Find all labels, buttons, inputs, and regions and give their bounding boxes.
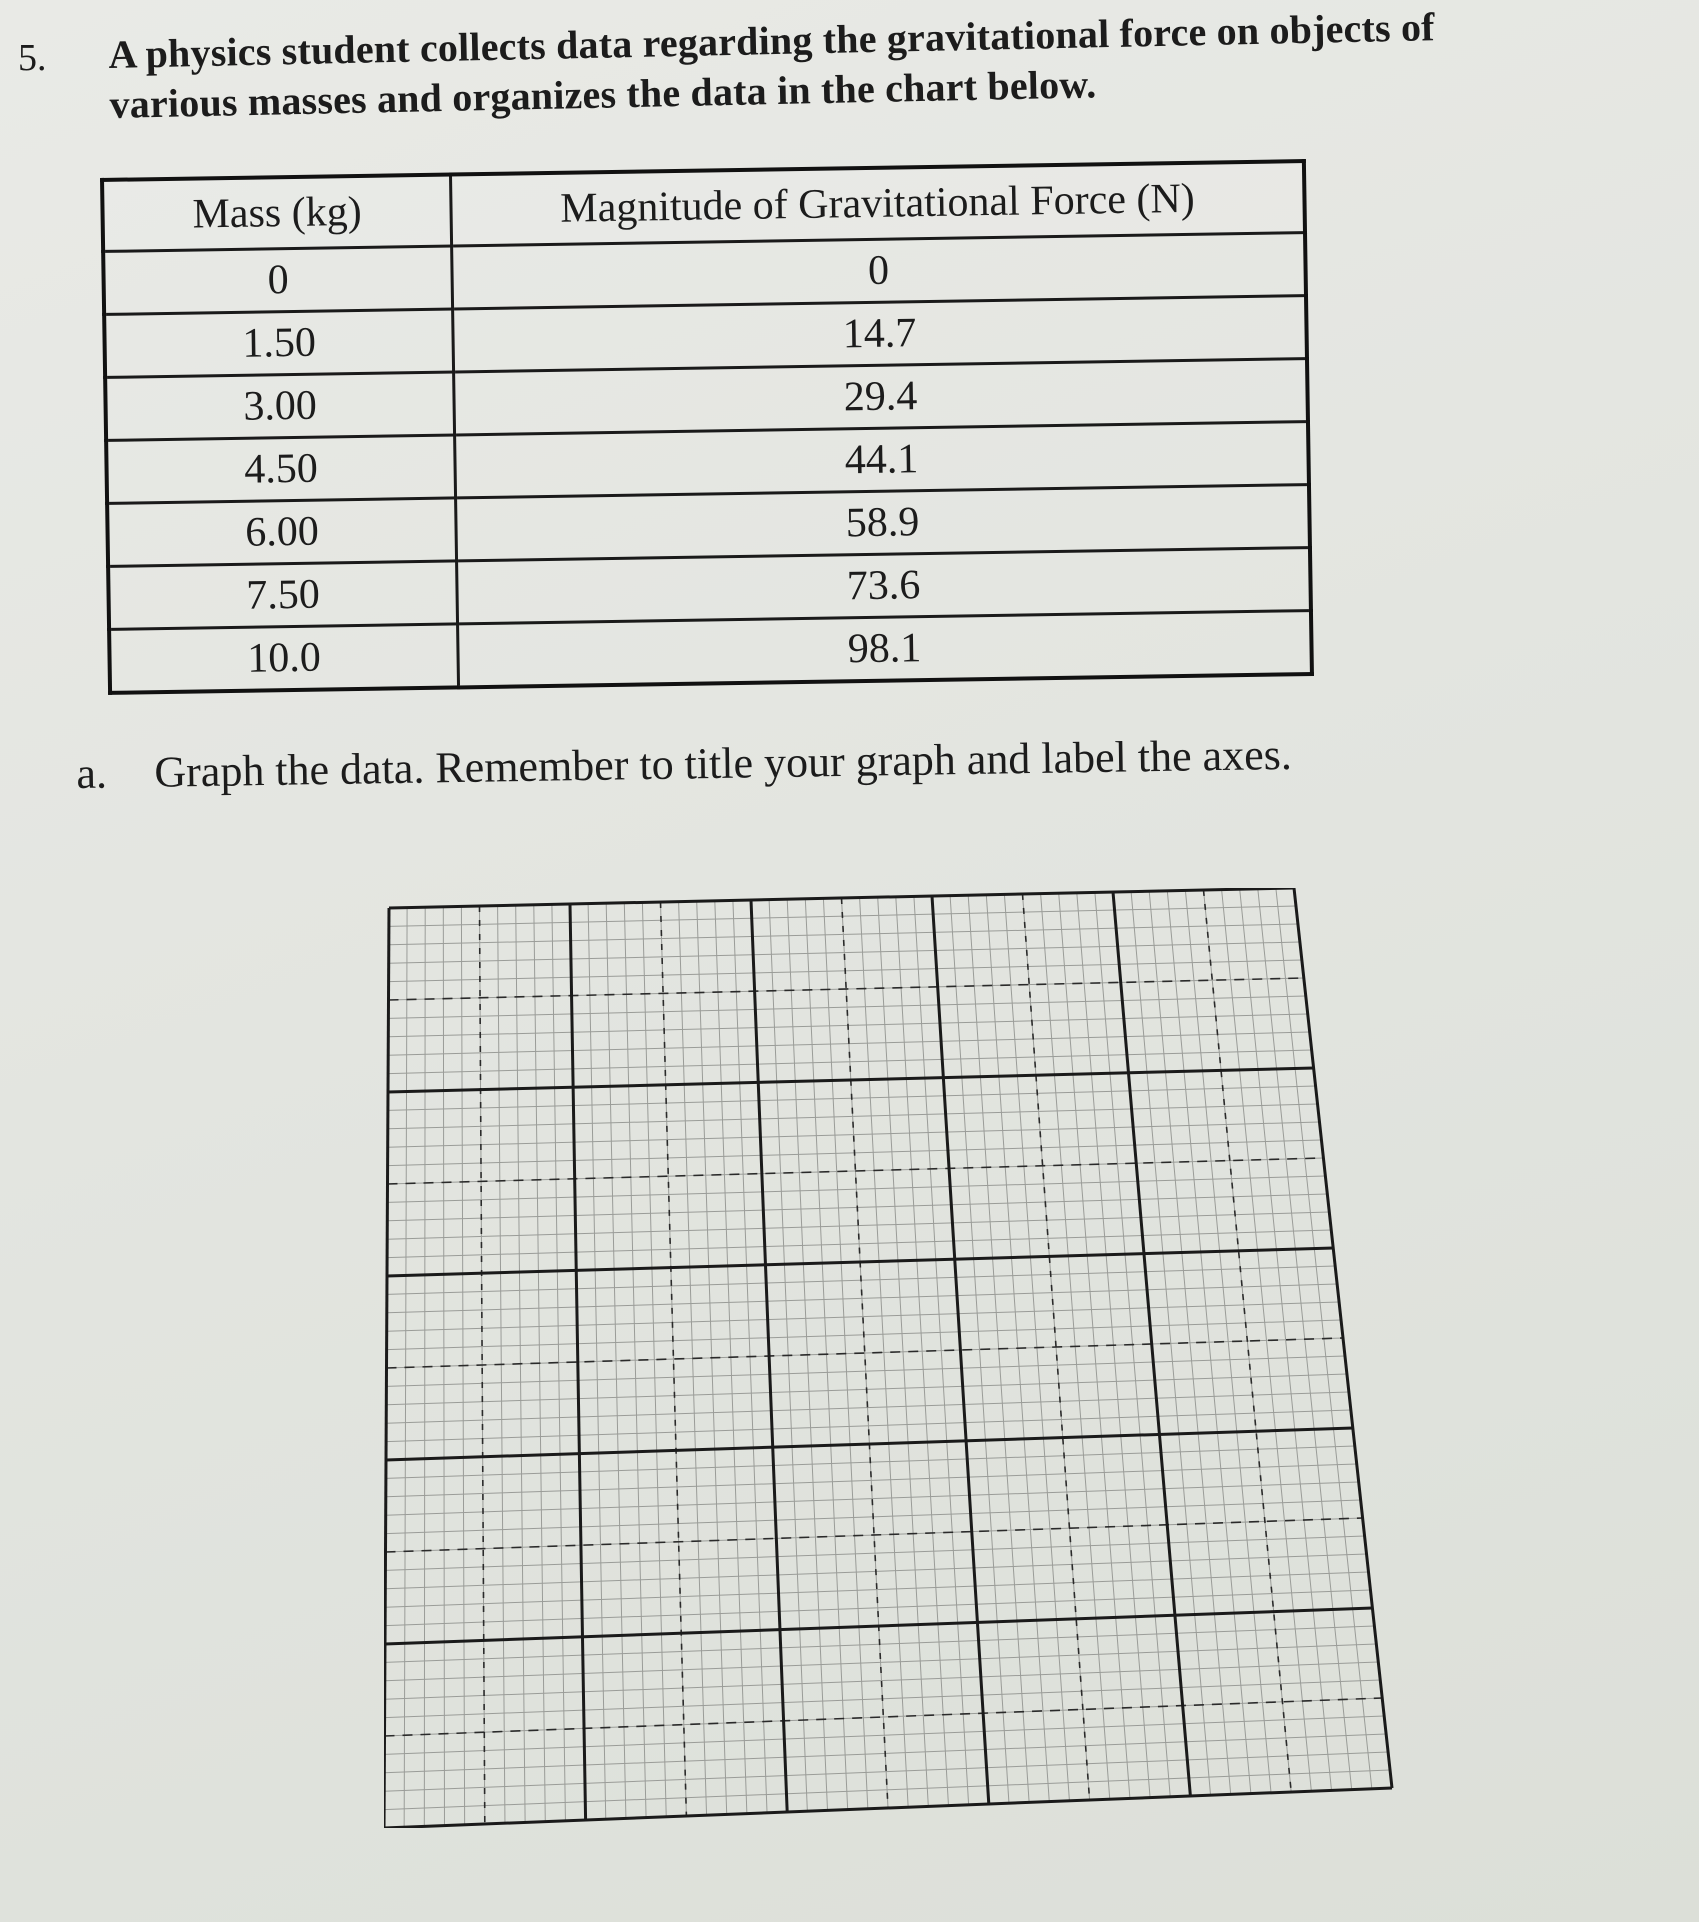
grid-minor-line <box>385 1644 1377 1681</box>
grid-minor-line <box>385 1590 1370 1626</box>
grid-minor-line <box>384 1770 1390 1810</box>
grid-minor-line <box>386 1410 1351 1442</box>
mass-cell: 1.50 <box>104 309 453 377</box>
force-cell: 0 <box>452 233 1306 309</box>
mass-cell: 4.50 <box>106 435 455 503</box>
data-table-container <box>100 159 1314 695</box>
part-a-label: a. <box>76 748 108 798</box>
question-number: 5. <box>18 37 47 79</box>
mass-cell: 3.00 <box>105 372 454 440</box>
graph-paper[interactable] <box>384 888 1394 1828</box>
grid-dashed-line <box>385 1698 1383 1736</box>
mass-cell: 10.0 <box>109 624 458 693</box>
mass-cell: 0 <box>103 246 452 314</box>
grid-minor-line <box>384 1752 1388 1791</box>
mass-cell: 7.50 <box>108 561 457 629</box>
grid-minor-line <box>384 1716 1384 1754</box>
force-cell: 73.6 <box>457 548 1311 624</box>
force-cell: 58.9 <box>456 485 1310 561</box>
grid-major-line <box>1294 888 1392 1788</box>
part-a-text: Graph the data. Remember to title your graph and label the axes. <box>154 729 1293 797</box>
force-cell: 29.4 <box>454 359 1308 435</box>
graph-paper-grid[interactable] <box>384 888 1394 1828</box>
force-cell: 14.7 <box>453 296 1307 372</box>
header-mass: Mass (kg) <box>102 174 452 251</box>
force-cell: 98.1 <box>458 611 1312 688</box>
mass-cell: 6.00 <box>107 498 456 566</box>
grid-major-line <box>1113 892 1190 1796</box>
part-a-instruction <box>76 729 1292 799</box>
header-force: Magnitude of Gravitational Force (N) <box>450 161 1305 246</box>
grid-minor-line <box>386 1464 1357 1497</box>
force-cell: 44.1 <box>455 422 1309 498</box>
question-text: A physics student collects data regarding the gravitational force on objects of various masses and organizes the data in the chart below. <box>108 4 1436 127</box>
data-table <box>100 159 1314 695</box>
